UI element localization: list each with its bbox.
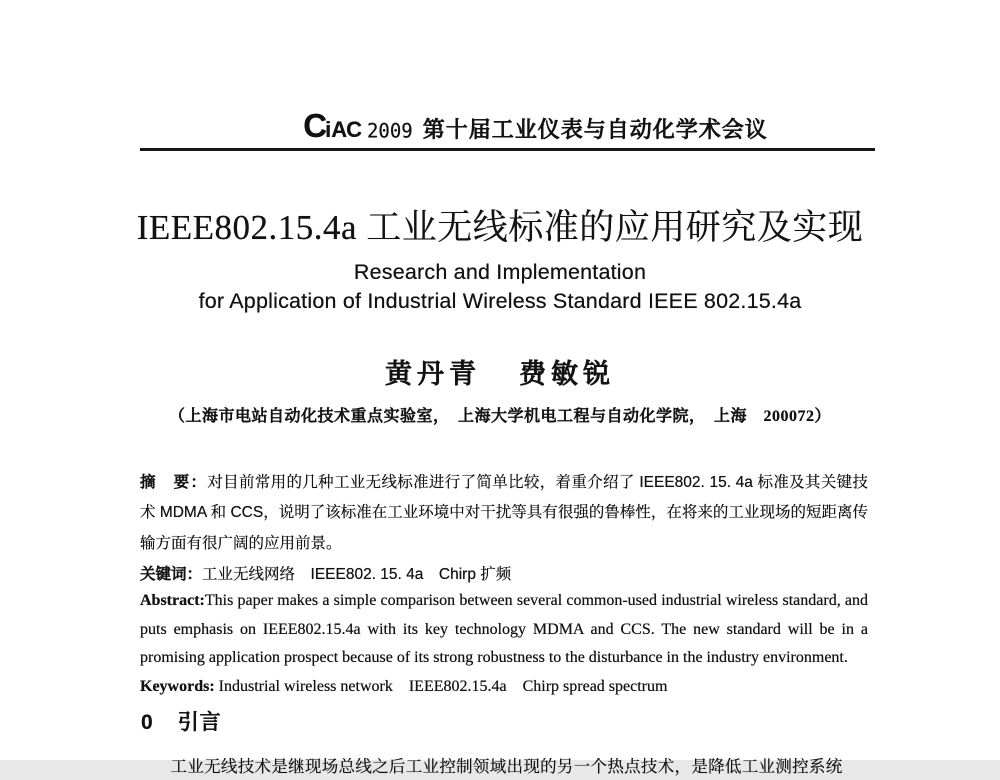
paper-title-en-line1: Research and Implementation [353, 260, 647, 284]
abstract-cn [140, 468, 868, 560]
author-1: 黄丹青 [385, 359, 481, 390]
keywords-en-label: Keywords: [140, 678, 215, 695]
section-0-title: 引言 [177, 711, 222, 734]
section-0-heading [141, 706, 222, 736]
keywords-cn [140, 560, 868, 590]
paper-title-cn: IEEE802.15.4a 工业无线标准的应用研究及实现 [136, 208, 864, 247]
abstract-en-label: Abstract: [140, 592, 205, 609]
conference-name: 第十届工业仪表与自动化学术会议 [422, 117, 768, 142]
keywords-cn-text: 工业无线网络 IEEE802. 15. 4a Chirp 扩频 [202, 565, 512, 583]
section-0-number: 0 [141, 711, 154, 734]
abstract-cn-label: 摘 要： [140, 473, 208, 491]
abstract-cn-text: 对目前常用的几种工业无线标准进行了简单比较，着重介绍了 IEEE802. 15. 4a 标准及其关键技术 MDMA 和 CCS，说明了该标准在工业环境中对干扰等具有很强的鲁棒性，在将来的工业现场的短距离传输方面有很广阔的应用前景。 [140, 473, 868, 552]
header-divider-line [140, 148, 875, 151]
conference-header [140, 109, 875, 144]
author-names [0, 352, 1000, 391]
keywords-en-text: Industrial wireless network IEEE802.15.4a Chirp spread spectrum [218, 678, 668, 695]
ciac-logo [303, 109, 413, 142]
abstract-en [140, 587, 868, 673]
body-paragraph-1: 工业无线技术是继现场总线之后工业控制领域出现的另一个热点技术，是降低工业测控系统 [170, 757, 843, 776]
logo-year: 2009 [366, 119, 413, 143]
logo-letter-i: i [325, 117, 332, 142]
logo-letter-c: C [303, 107, 326, 144]
keywords-en [140, 673, 868, 701]
keywords-cn-label: 关键词： [140, 565, 203, 583]
abstract-en-text: This paper makes a simple comparison between several common-used industrial wireless standard, and puts emphasis on IEEE802.15.4a with its key technology MDMA and CCS. The new standard will be in a promising application prospect because of its strong robustness to the disturbance in the industry environment. [140, 592, 868, 666]
paper-title-en-line2: for Application of Industrial Wireless Standard IEEE 802.15.4a [198, 289, 802, 313]
author-2: 费敏锐 [519, 359, 615, 390]
affiliation-line: （上海市电站自动化技术重点实验室， 上海大学机电工程与自动化学院， 上海 200072） [168, 408, 831, 425]
logo-letters-ac: AC [331, 117, 361, 142]
